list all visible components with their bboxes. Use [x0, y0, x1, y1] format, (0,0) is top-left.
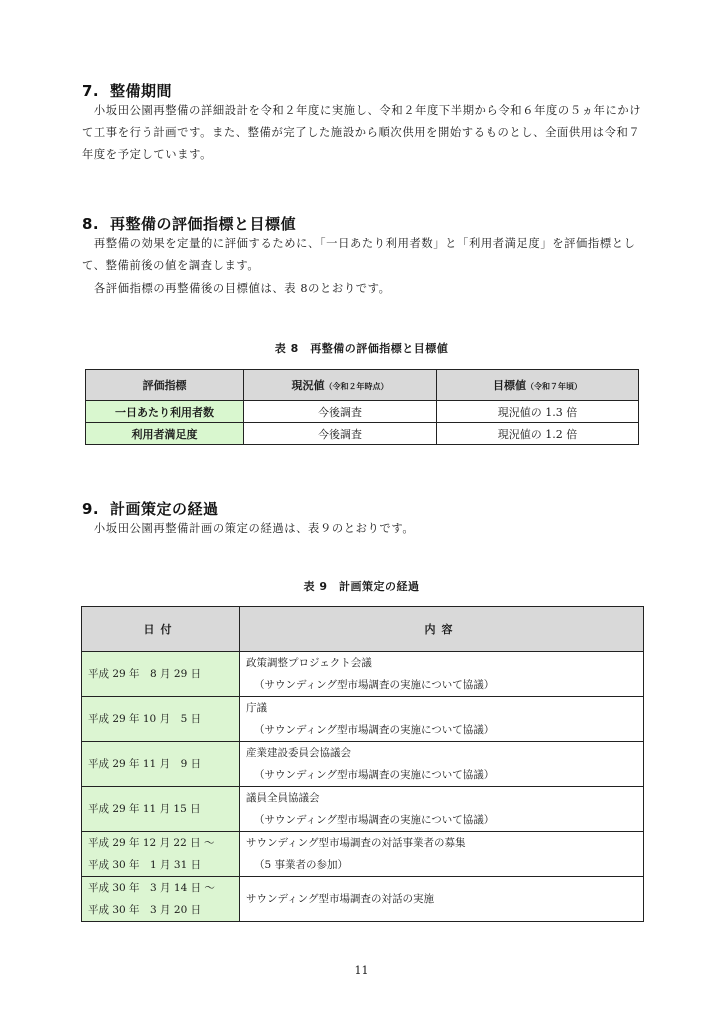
section-8-body-2: 各評価指標の再整備後の目標値は、表 8のとおりです。 — [82, 282, 391, 295]
table-8-indicator: 利用者満足度 — [86, 423, 244, 445]
table-9-content: 議員全員協議会 （サウンディング型市場調査の実施について協議） — [240, 787, 644, 832]
table-9-content: サウンディング型市場調査の対話の実施 — [240, 877, 644, 922]
table-9-date: 平成 29 年 11 月 15 日 — [82, 787, 240, 832]
section-9-heading — [82, 498, 219, 519]
table-row — [86, 401, 639, 423]
table-9 — [81, 606, 644, 922]
table-9-content: 産業建設委員会協議会 （サウンディング型市場調査の実施について協議） — [240, 742, 644, 787]
table-row — [82, 877, 644, 922]
table-9-date: 平成 29 年 11 月 9 日 — [82, 742, 240, 787]
table-8-caption: 表 8 再整備の評価指標と目標値 — [274, 342, 449, 355]
section-9-body: 小坂田公園再整備計画の策定の経過は、表９のとおりです。 — [82, 522, 415, 535]
table-8-header-current: 現況値（令和２年時点） — [244, 370, 437, 401]
table-8-target: 現況値の 1.2 倍 — [437, 423, 639, 445]
table-9-caption: 表 9 計画策定の経過 — [303, 580, 420, 593]
table-row — [86, 423, 639, 445]
table-row — [82, 832, 644, 877]
section-7-title: 整備期間 — [110, 82, 173, 100]
section-9-number: 9. — [82, 500, 100, 518]
table-8-target: 現況値の 1.3 倍 — [437, 401, 639, 423]
table-8-header-target: 目標値（令和７年頃） — [437, 370, 639, 401]
table-9-header-content: 内容 — [240, 607, 644, 652]
table-9-content: サウンディング型市場調査の対話事業者の募集 （5 事業者の参加） — [240, 832, 644, 877]
section-7-body: 小坂田公園再整備の詳細設計を令和２年度に実施し、令和２年度下半期から令和６年度の５ヵ年にかけて工事を行う計画です。また、整備が完了した施設から順次供用を開始するものとし、全面供用は令和７年度を予定しています。 — [82, 104, 642, 161]
table-8-current: 今後調査 — [244, 423, 437, 445]
table-8-current: 今後調査 — [244, 401, 437, 423]
section-8-heading — [82, 213, 296, 234]
table-9-content: 政策調整プロジェクト会議 （サウンディング型市場調査の実施について協議） — [240, 652, 644, 697]
table-9-date: 平成 29 年 10 月 5 日 — [82, 697, 240, 742]
section-8-body-1: 再整備の効果を定量的に評価するために、「一日あたり利用者数」と「利用者満足度」を評価指標として、整備前後の値を調査します。 — [82, 237, 636, 272]
section-7-heading — [82, 80, 172, 101]
table-8-indicator: 一日あたり利用者数 — [86, 401, 244, 423]
section-7-number: 7. — [82, 82, 100, 100]
table-9-content: 庁議 （サウンディング型市場調査の実施について協議） — [240, 697, 644, 742]
table-row — [82, 787, 644, 832]
table-9-date: 平成 30 年 3 月 14 日 ～ 平成 30 年 3 月 20 日 — [82, 877, 240, 922]
page-number: 11 — [354, 964, 369, 977]
table-row — [82, 697, 644, 742]
section-9-title: 計画策定の経過 — [110, 500, 219, 518]
table-row — [82, 742, 644, 787]
section-8-number: 8. — [82, 215, 100, 233]
table-row — [82, 652, 644, 697]
table-9-header-date: 日付 — [82, 607, 240, 652]
table-9-date: 平成 29 年 8 月 29 日 — [82, 652, 240, 697]
table-8 — [85, 369, 639, 445]
section-8-title: 再整備の評価指標と目標値 — [110, 215, 297, 233]
table-9-date: 平成 29 年 12 月 22 日 ～ 平成 30 年 1 月 31 日 — [82, 832, 240, 877]
table-8-header-indicator: 評価指標 — [86, 370, 244, 401]
